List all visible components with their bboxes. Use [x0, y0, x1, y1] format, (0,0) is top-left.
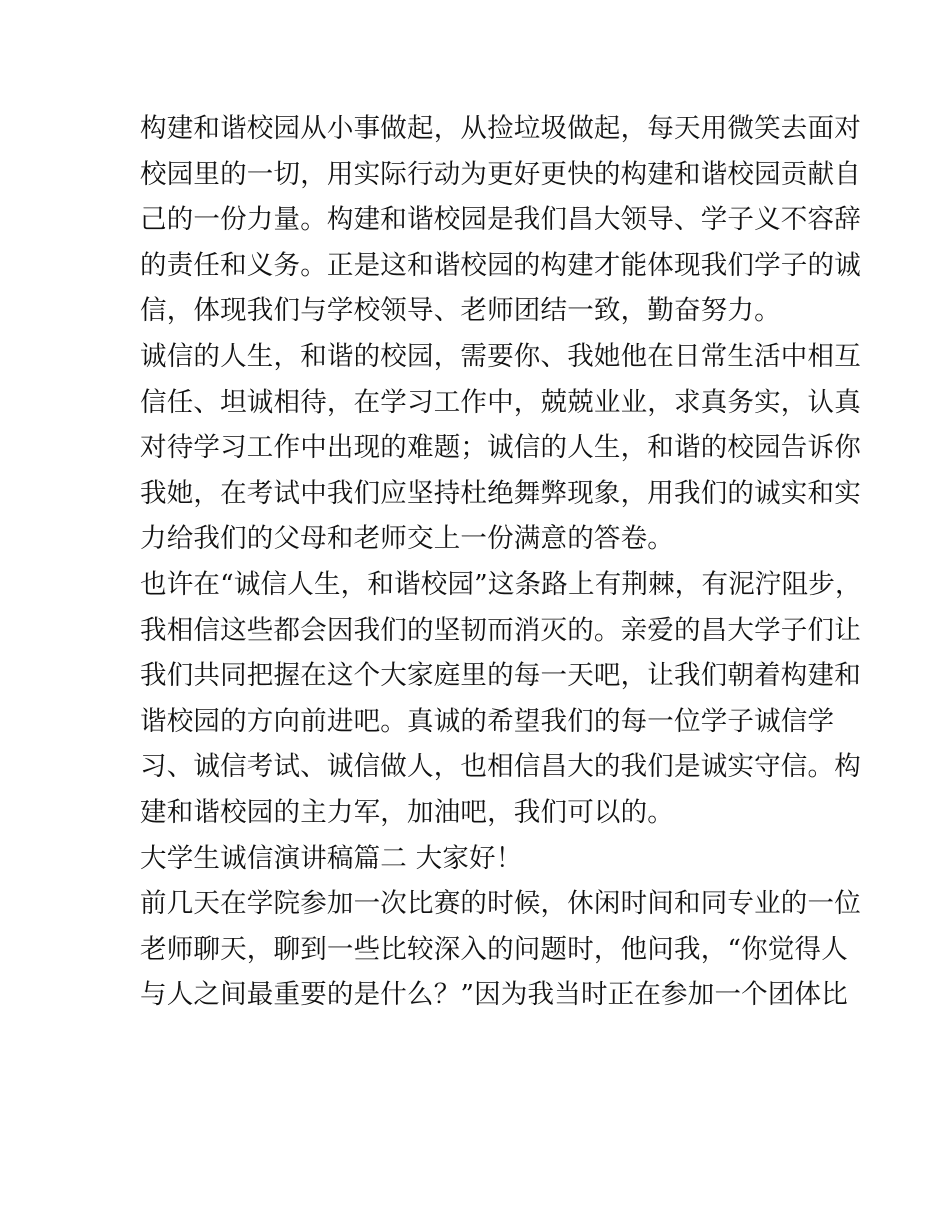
- text-line: 校园里的一切，用实际行动为更好更快的构建和谐校园贡献自: [140, 158, 861, 190]
- text-line: 己的一份力量。构建和谐校园是我们昌大领导、学子义不容辞: [140, 204, 861, 236]
- text-line: 构建和谐校园从小事做起，从捡垃圾做起，每天用微笑去面对: [140, 113, 861, 144]
- document-body: [140, 106, 862, 1018]
- text-line: 我们共同把握在这个大家庭里的每一天吧，让我们朝着构建和: [140, 660, 861, 692]
- text-line: 也许在“诚信人生，和谐校园”这条路上有荆棘，有泥泞阻步，: [140, 568, 862, 600]
- text-line: 谐校园的方向前进吧。真诚的希望我们的每一位学子诚信学: [140, 705, 835, 737]
- text-line: 与人之间最重要的是什么？”因为我当时正在参加一个团体比: [140, 979, 848, 1011]
- text-line: 老师聊天，聊到一些比较深入的问题时，他问我，“你觉得人: [140, 933, 848, 965]
- text-line: 我相信这些都会因我们的坚韧而消灭的。亲爱的昌大学子们让: [140, 614, 861, 646]
- text-line: 信任、坦诚相待，在学习工作中，兢兢业业，求真务实，认真: [140, 386, 861, 418]
- text-line: 诚信的人生，和谐的校园，需要你、我她他在日常生活中相互: [140, 340, 861, 372]
- text-line: 的责任和义务。正是这和谐校园的构建才能体现我们学子的诚: [140, 249, 861, 281]
- section-heading-line: 大学生诚信演讲稿篇二 大家好！: [140, 842, 523, 874]
- text-line: 信，体现我们与学校领导、老师团结一致，勤奋努力。: [140, 295, 781, 327]
- text-line: 习、诚信考试、诚信做人，也相信昌大的我们是诚实守信。构: [140, 751, 861, 783]
- text-line: 前几天在学院参加一次比赛的时候，休闲时间和同专业的一位: [140, 888, 861, 920]
- text-line: 力给我们的父母和老师交上一份满意的答卷。: [140, 523, 674, 555]
- text-line: 建和谐校园的主力军，加油吧，我们可以的。: [140, 796, 674, 828]
- text-line: 我她，在考试中我们应坚持杜绝舞弊现象，用我们的诚实和实: [140, 477, 861, 509]
- text-line: 对待学习工作中出现的难题；诚信的人生，和谐的校园告诉你: [140, 432, 861, 464]
